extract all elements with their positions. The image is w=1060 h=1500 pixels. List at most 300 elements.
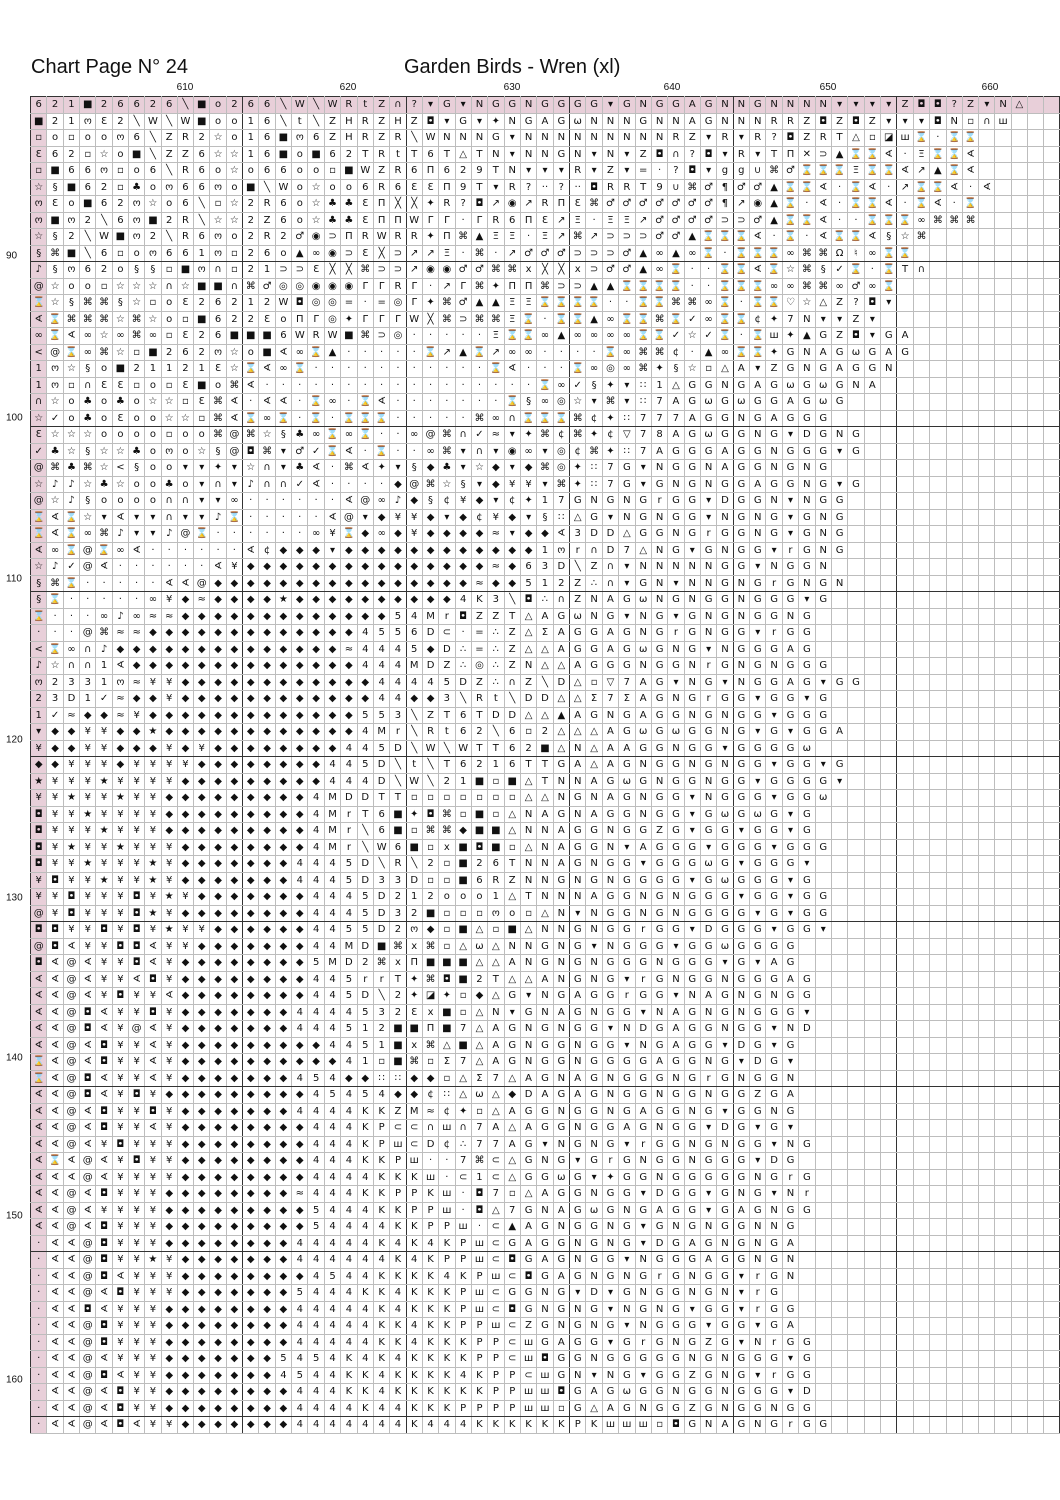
grid-cell: ◆ (194, 1334, 210, 1351)
grid-cell: G (881, 328, 897, 345)
grid-cell: ∢ (47, 1285, 63, 1302)
grid-cell: ¥ (80, 839, 96, 856)
grid-cell: r (651, 1268, 667, 1285)
grid-cell: ◆ (80, 707, 96, 724)
grid-cell: · (259, 493, 275, 510)
grid-cell: 4 (308, 1318, 324, 1335)
grid-cell (881, 806, 897, 823)
grid-cell: 5 (357, 922, 373, 939)
grid-cell: ≈ (161, 608, 177, 625)
grid-cell: N (602, 1367, 618, 1384)
grid-cell: N (520, 97, 536, 114)
grid-cell (1011, 394, 1027, 411)
grid-cell (979, 311, 995, 328)
grid-cell: ◆ (210, 889, 226, 906)
grid-cell: G (651, 988, 667, 1005)
grid-cell: ▾ (766, 757, 782, 774)
grid-cell: ◆ (177, 641, 193, 658)
grid-cell: · (422, 394, 438, 411)
grid-cell: △ (504, 806, 520, 823)
grid-cell: ? (848, 295, 864, 312)
grid-cell: N (553, 955, 569, 972)
grid-cell: ∢ (63, 1301, 79, 1318)
grid-cell: ≈ (292, 1186, 308, 1203)
grid-cell: G (733, 542, 749, 559)
grid-cell: ω (717, 872, 733, 889)
grid-cell (1027, 130, 1043, 147)
grid-cell: K (455, 1351, 471, 1368)
grid-cell: ▫ (129, 344, 145, 361)
grid-cell (962, 1301, 978, 1318)
grid-cell: N (570, 872, 586, 889)
grid-cell: G (750, 1136, 766, 1153)
grid-cell (979, 806, 995, 823)
grid-cell: ∞ (619, 328, 635, 345)
grid-cell (799, 1153, 815, 1170)
grid-cell: ◆ (308, 674, 324, 691)
grid-cell: G (733, 460, 749, 477)
grid-cell: T (488, 740, 504, 757)
grid-cell: ◆ (177, 1268, 193, 1285)
grid-cell: G (520, 1202, 536, 1219)
grid-cell (848, 740, 864, 757)
grid-cell: ¥ (145, 1202, 161, 1219)
grid-cell: ☆ (308, 179, 324, 196)
grid-cell: 4 (292, 1103, 308, 1120)
grid-cell (946, 344, 962, 361)
grid-cell (848, 707, 864, 724)
grid-cell (897, 707, 913, 724)
grid-cell: ∢ (864, 179, 880, 196)
grid-row (31, 1285, 1060, 1302)
grid-cell: G (782, 757, 798, 774)
grid-cell (1011, 625, 1027, 642)
grid-cell: ◘ (520, 1268, 536, 1285)
grid-cell: G (570, 1004, 586, 1021)
grid-cell: ▫ (112, 163, 128, 180)
grid-cell: ◆ (471, 526, 487, 543)
grid-cell: · (390, 410, 406, 427)
grid-cell: ◆ (341, 724, 357, 741)
grid-cell: ◆ (161, 625, 177, 642)
grid-cell: G (750, 658, 766, 675)
grid-cell (881, 592, 897, 609)
grid-cell: 2 (243, 262, 259, 279)
grid-cell: G (717, 1301, 733, 1318)
grid-cell: 9 (471, 163, 487, 180)
grid-cell: ⌛ (930, 179, 946, 196)
grid-row (31, 1004, 1060, 1021)
grid-cell (881, 526, 897, 543)
grid-cell: ო (47, 377, 63, 394)
grid-cell: ∞ (619, 361, 635, 378)
grid-cell: 2 (194, 295, 210, 312)
grid-cell: G (668, 1120, 684, 1137)
grid-cell (913, 592, 929, 609)
grid-cell: o (243, 163, 259, 180)
grid-cell: ▾ (619, 394, 635, 411)
grid-cell: N (700, 460, 716, 477)
grid-row (31, 839, 1060, 856)
grid-cell: G (570, 790, 586, 807)
grid-cell (1027, 806, 1043, 823)
grid-cell: ▾ (782, 493, 798, 510)
grid-cell: N (717, 1235, 733, 1252)
grid-cell: W (373, 229, 389, 246)
grid-cell: G (815, 691, 831, 708)
grid-cell: ◆ (161, 641, 177, 658)
grid-cell: ◆ (177, 674, 193, 691)
grid-cell: ◆ (292, 1037, 308, 1054)
grid-cell (995, 773, 1011, 790)
grid-cell (962, 757, 978, 774)
grid-cell: N (750, 1334, 766, 1351)
grid-cell (1027, 377, 1043, 394)
grid-cell: P (504, 1367, 520, 1384)
grid-cell: D (341, 955, 357, 972)
grid-cell (930, 839, 946, 856)
grid-cell: · (80, 592, 96, 609)
grid-cell (881, 658, 897, 675)
grid-cell: 6 (194, 179, 210, 196)
grid-cell: ▫ (422, 1054, 438, 1071)
grid-cell: ◆ (275, 1219, 291, 1236)
grid-cell: A (520, 1219, 536, 1236)
grid-cell: ◆ (243, 674, 259, 691)
grid-cell: 5 (390, 625, 406, 642)
grid-cell (1027, 1268, 1043, 1285)
grid-cell (1043, 361, 1059, 378)
grid-cell: N (684, 1153, 700, 1170)
grid-cell: G (602, 658, 618, 675)
grid-cell: ∞ (537, 328, 553, 345)
grid-cell (962, 460, 978, 477)
grid-cell (930, 773, 946, 790)
grid-cell: G (766, 427, 782, 444)
grid-cell: ╲ (259, 179, 275, 196)
grid-cell: ◆ (210, 1021, 226, 1038)
grid-cell: ☆ (177, 410, 193, 427)
grid-cell (1011, 1136, 1027, 1153)
grid-cell: ო (161, 443, 177, 460)
grid-cell (913, 427, 929, 444)
grid-cell: ∢ (63, 1235, 79, 1252)
grid-cell: ◎ (324, 311, 340, 328)
grid-cell: · (161, 559, 177, 576)
grid-cell: ★ (145, 905, 161, 922)
grid-row (31, 1120, 1060, 1137)
grid-cell: · (324, 361, 340, 378)
grid-cell (864, 1351, 880, 1368)
grid-cell: K (422, 1252, 438, 1269)
grid-cell: ◆ (488, 460, 504, 477)
grid-cell: < (31, 344, 47, 361)
grid-cell: ∢ (96, 1169, 112, 1186)
grid-cell: ∩ (390, 97, 406, 114)
grid-cell (831, 905, 847, 922)
grid-cell: K (357, 1120, 373, 1137)
grid-cell: ⊃ (341, 245, 357, 262)
grid-cell: 1 (96, 674, 112, 691)
grid-cell: 2 (129, 361, 145, 378)
grid-cell: · (406, 361, 422, 378)
grid-cell (913, 724, 929, 741)
grid-cell: G (799, 394, 815, 411)
grid-cell: K (422, 1301, 438, 1318)
grid-cell: ◘ (145, 1004, 161, 1021)
grid-cell: ▾ (799, 856, 815, 873)
grid-cell: ■ (341, 328, 357, 345)
grid-cell: T (488, 971, 504, 988)
grid-cell: ◆ (259, 889, 275, 906)
grid-cell: G (766, 476, 782, 493)
grid-cell: ∞ (602, 328, 618, 345)
grid-cell: ♂ (602, 196, 618, 213)
grid-cell (1027, 163, 1043, 180)
grid-cell: G (750, 97, 766, 114)
grid-cell: · (831, 179, 847, 196)
grid-cell (1043, 658, 1059, 675)
grid-cell (1043, 823, 1059, 840)
grid-cell: ⌛ (946, 163, 962, 180)
grid-cell: ■ (390, 823, 406, 840)
grid-cell (962, 245, 978, 262)
grid-cell: ¢ (668, 344, 684, 361)
grid-cell: ¥ (177, 757, 193, 774)
grid-cell: x (570, 262, 586, 279)
grid-cell (1043, 212, 1059, 229)
grid-cell: ╳ (553, 262, 569, 279)
grid-cell: ♪ (31, 262, 47, 279)
grid-cell: ⊃ (733, 212, 749, 229)
grid-cell: o (226, 229, 242, 246)
grid-cell: ∩ (210, 262, 226, 279)
grid-cell: ╲ (161, 163, 177, 180)
grid-cell: ¥ (129, 790, 145, 807)
grid-cell: ◆ (292, 1054, 308, 1071)
grid-cell: N (651, 1301, 667, 1318)
row-number: 100 (6, 412, 23, 424)
grid-cell (848, 493, 864, 510)
grid-cell: 4 (373, 658, 389, 675)
grid-cell: ✓ (570, 377, 586, 394)
grid-cell: ¥ (145, 1285, 161, 1302)
grid-cell: N (488, 146, 504, 163)
grid-cell: 2 (243, 245, 259, 262)
grid-cell: A (651, 443, 667, 460)
grid-cell: ◆ (259, 658, 275, 675)
grid-cell: G (602, 905, 618, 922)
grid-cell: ш (439, 1186, 455, 1203)
grid-cell: ★ (161, 889, 177, 906)
grid-cell: ▾ (619, 1037, 635, 1054)
grid-cell: 6 (275, 328, 291, 345)
grid-cell: 9 (455, 179, 471, 196)
grid-cell: ∞ (31, 328, 47, 345)
grid-cell: N (586, 1136, 602, 1153)
grid-cell: @ (80, 1318, 96, 1335)
grid-cell: A (782, 641, 798, 658)
grid-cell: ∢ (80, 1219, 96, 1236)
grid-cell: G (635, 955, 651, 972)
grid-cell: ◎ (390, 295, 406, 312)
grid-cell: A (537, 806, 553, 823)
grid-cell: G (619, 1351, 635, 1368)
grid-cell (848, 460, 864, 477)
grid-cell (897, 361, 913, 378)
grid-cell (995, 1285, 1011, 1302)
grid-cell: ◆ (243, 1318, 259, 1335)
grid-cell: ╲ (161, 229, 177, 246)
grid-cell: ★ (96, 823, 112, 840)
grid-cell: N (684, 559, 700, 576)
grid-cell: ◆ (112, 724, 128, 741)
grid-cell: 2 (145, 229, 161, 246)
grid-cell (930, 311, 946, 328)
grid-cell (1011, 179, 1027, 196)
grid-cell: Z (406, 113, 422, 130)
grid-cell: Ɛ (177, 295, 193, 312)
grid-cell: G (700, 1037, 716, 1054)
grid-cell: ▾ (700, 641, 716, 658)
grid-cell: · (422, 410, 438, 427)
grid-cell: P (439, 1219, 455, 1236)
grid-cell: ◆ (259, 1136, 275, 1153)
grid-cell: @ (80, 1153, 96, 1170)
grid-cell: ◘ (96, 1318, 112, 1335)
grid-cell: ▾ (439, 509, 455, 526)
grid-cell: △ (848, 130, 864, 147)
grid-cell: Ɛ (259, 311, 275, 328)
grid-cell (913, 971, 929, 988)
grid-cell: ⌘ (47, 575, 63, 592)
grid-cell: N (766, 1219, 782, 1236)
grid-cell: N (619, 1021, 635, 1038)
grid-cell: 4 (292, 872, 308, 889)
grid-cell: K (373, 1285, 389, 1302)
grid-cell: ∷ (553, 509, 569, 526)
grid-cell: ¥ (390, 509, 406, 526)
grid-cell: ¥ (112, 905, 128, 922)
grid-cell: ◆ (194, 938, 210, 955)
grid-cell: Γ (390, 311, 406, 328)
grid-cell: ▾ (194, 493, 210, 510)
grid-cell: 1 (537, 575, 553, 592)
grid-cell: G (619, 806, 635, 823)
grid-cell (1011, 427, 1027, 444)
grid-cell: ✦ (602, 443, 618, 460)
grid-cell: N (651, 542, 667, 559)
grid-cell: ∢ (47, 971, 63, 988)
grid-cell: ◆ (243, 872, 259, 889)
grid-cell: G (537, 97, 553, 114)
grid-cell: ▫ (455, 790, 471, 807)
grid-cell: G (602, 1037, 618, 1054)
grid-cell: · (831, 212, 847, 229)
grid-row (31, 724, 1060, 741)
grid-cell: · (717, 245, 733, 262)
grid-cell: · (357, 344, 373, 361)
grid-cell: ◆ (243, 1037, 259, 1054)
grid-cell: ∷ (619, 443, 635, 460)
grid-cell: ∢ (31, 1219, 47, 1236)
grid-cell: 1 (63, 97, 79, 114)
grid-cell: ▾ (766, 707, 782, 724)
grid-cell (864, 625, 880, 642)
grid-cell: N (766, 97, 782, 114)
grid-cell: · (488, 377, 504, 394)
grid-cell (848, 1367, 864, 1384)
grid-cell: ◆ (275, 1087, 291, 1104)
grid-cell: A (488, 1021, 504, 1038)
grid-cell: ◆ (259, 641, 275, 658)
grid-cell: § (520, 394, 536, 411)
grid-cell (1043, 278, 1059, 295)
grid-cell: ☆ (63, 443, 79, 460)
grid-cell (1011, 1268, 1027, 1285)
grid-cell: ◆ (243, 1202, 259, 1219)
grid-cell: A (717, 460, 733, 477)
grid-cell: ◘ (96, 1334, 112, 1351)
grid-row (31, 1367, 1060, 1384)
grid-cell: ⌛ (750, 328, 766, 345)
grid-cell: ◆ (275, 1153, 291, 1170)
grid-cell: ◆ (292, 1153, 308, 1170)
grid-cell: 4 (324, 1318, 340, 1335)
grid-cell: G (717, 410, 733, 427)
grid-cell: · (259, 526, 275, 543)
grid-cell (831, 608, 847, 625)
grid-cell: o (292, 146, 308, 163)
grid-cell: ◆ (226, 691, 242, 708)
grid-cell: ⌘ (537, 278, 553, 295)
grid-cell: ∞ (619, 344, 635, 361)
grid-cell: ∞ (831, 278, 847, 295)
grid-cell: Ξ (848, 163, 864, 180)
grid-cell: G (684, 608, 700, 625)
grid-cell: G (684, 740, 700, 757)
grid-cell (962, 1070, 978, 1087)
grid-cell (930, 295, 946, 312)
grid-cell: 1 (145, 361, 161, 378)
grid-cell (848, 823, 864, 840)
grid-cell: @ (63, 1004, 79, 1021)
grid-cell: 1 (455, 773, 471, 790)
grid-cell (848, 1021, 864, 1038)
grid-cell: G (651, 658, 667, 675)
grid-cell: △ (471, 1021, 487, 1038)
grid-cell: G (537, 1021, 553, 1038)
grid-cell: G (684, 1070, 700, 1087)
grid-cell: ⌘ (439, 311, 455, 328)
grid-cell: ◪ (881, 130, 897, 147)
grid-cell: A (537, 113, 553, 130)
grid-cell (962, 839, 978, 856)
grid-cell: ◆ (292, 1268, 308, 1285)
grid-cell: ∢ (47, 955, 63, 972)
grid-cell: 7 (635, 410, 651, 427)
grid-cell: G (651, 1334, 667, 1351)
grid-cell (815, 1219, 831, 1236)
grid-cell: ⌘ (668, 295, 684, 312)
grid-cell (815, 1268, 831, 1285)
grid-cell: ◆ (210, 592, 226, 609)
grid-cell: ♂ (651, 196, 667, 213)
grid-cell: ¢ (504, 493, 520, 510)
grid-cell: G (586, 1235, 602, 1252)
grid-row (31, 559, 1060, 576)
grid-cell: G (651, 757, 667, 774)
